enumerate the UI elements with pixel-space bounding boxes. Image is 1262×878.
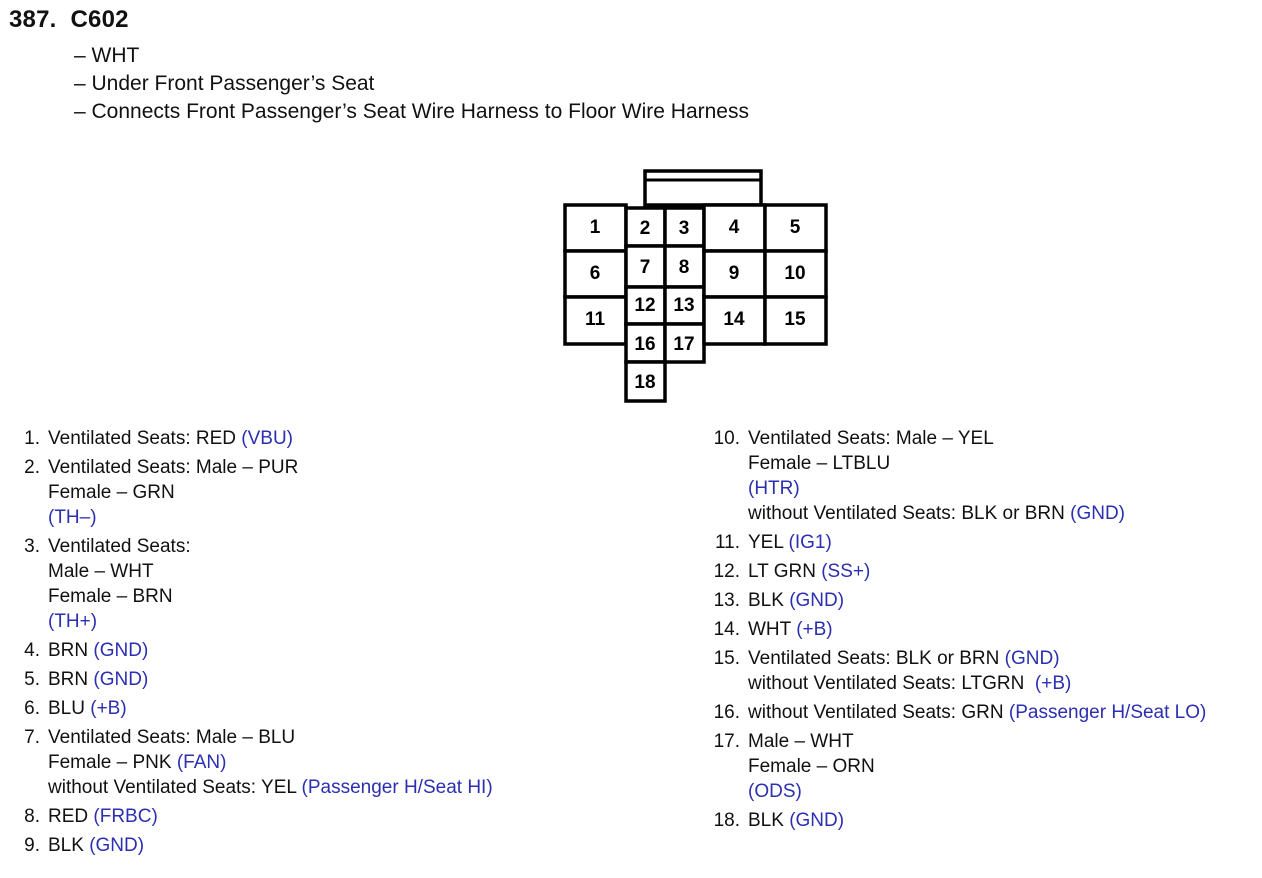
- pin-description: [740, 729, 875, 804]
- signal-name: (SS+): [821, 561, 871, 582]
- wire-info: Female – PNK: [48, 752, 177, 773]
- pin-description-line: [48, 534, 191, 559]
- pin-number: 18.: [713, 810, 740, 831]
- wire-info: Ventilated Seats: BLK or BRN: [748, 648, 1005, 669]
- cavity-label-2: 2: [639, 218, 651, 239]
- pin-number: 16.: [713, 702, 740, 723]
- cavity-label-5: 5: [789, 217, 801, 238]
- signal-name: (GND): [89, 835, 145, 856]
- pin-entry-11: [690, 530, 1206, 555]
- wire-info: LT GRN: [748, 561, 822, 582]
- pin-entry-3: [0, 534, 493, 634]
- pin-description-line: [48, 696, 127, 721]
- pin-number: 7.: [24, 727, 40, 748]
- pin-description-line: [48, 559, 191, 584]
- wire-info: Ventilated Seats: Male – YEL: [748, 428, 994, 449]
- cavity-label-12: 12: [634, 295, 656, 316]
- pin-description: [40, 534, 191, 634]
- wire-info: Female – BRN: [48, 586, 173, 607]
- cavity-label-18: 18: [634, 372, 656, 393]
- pin-description: [740, 700, 1206, 725]
- pin-entry-14: [690, 617, 1206, 642]
- cavity-label-4: 4: [728, 217, 740, 238]
- wire-info: RED: [48, 806, 94, 827]
- pin-description-line: [748, 779, 875, 804]
- signal-name: (HTR): [748, 478, 800, 499]
- pin-entry-15: [690, 646, 1206, 696]
- pin-number: 1.: [24, 428, 40, 449]
- pin-number: 10.: [713, 428, 740, 449]
- cavity-label-16: 16: [634, 334, 656, 355]
- wire-info: Female – LTBLU: [748, 453, 891, 474]
- pin-description: [740, 530, 832, 555]
- connector-face-diagram: [0, 0, 1262, 420]
- pin-description-line: [748, 588, 844, 613]
- wire-info: without Ventilated Seats: GRN: [748, 702, 1009, 723]
- cavity-label-7: 7: [639, 257, 651, 278]
- pin-description-line: [748, 617, 833, 642]
- pin-description-line: [748, 671, 1071, 696]
- pin-description-line: [48, 584, 191, 609]
- pin-description-line: [748, 451, 1125, 476]
- wire-info: BRN: [48, 640, 94, 661]
- pin-description-line: [748, 501, 1125, 526]
- pin-entry-2: [0, 455, 493, 530]
- wire-info: BLK: [748, 590, 790, 611]
- pin-entry-17: [690, 729, 1206, 804]
- pin-description: [40, 833, 144, 858]
- wire-info: Ventilated Seats: Male – PUR: [48, 457, 299, 478]
- pin-description-line: [48, 480, 298, 505]
- pin-description: [40, 725, 493, 800]
- cavity-label-6: 6: [589, 263, 601, 284]
- pin-number: 9.: [24, 835, 40, 856]
- pin-description-line: [748, 426, 1125, 451]
- pin-description-line: [48, 609, 191, 634]
- signal-name: (Passenger H/Seat LO): [1008, 702, 1207, 723]
- pin-description: [740, 559, 870, 584]
- signal-name: (+B): [796, 619, 833, 640]
- wire-info: WHT: [748, 619, 797, 640]
- wire-info: without Ventilated Seats: YEL: [48, 777, 302, 798]
- wire-info: BLK: [48, 835, 90, 856]
- pin-description-line: [48, 804, 158, 829]
- pin-description: [40, 667, 148, 692]
- signal-name: (GND): [93, 640, 149, 661]
- signal-name: (TH–): [48, 507, 97, 528]
- pin-description-line: [748, 530, 832, 555]
- pin-entry-12: [690, 559, 1206, 584]
- pin-description: [740, 426, 1125, 526]
- pin-description-line: [48, 725, 493, 750]
- pin-description-line: [48, 638, 148, 663]
- wire-info: Ventilated Seats: Male – BLU: [48, 727, 296, 748]
- pin-entry-1: [0, 426, 493, 451]
- pin-description: [740, 617, 833, 642]
- pin-description-line: [748, 808, 844, 833]
- pin-entry-18: [690, 808, 1206, 833]
- signal-name: (TH+): [48, 611, 98, 632]
- signal-name: (GND): [1070, 503, 1126, 524]
- wire-info: Ventilated Seats: RED: [48, 428, 242, 449]
- cavity-label-1: 1: [589, 217, 601, 238]
- pin-number: 6.: [24, 698, 40, 719]
- locking-tab: [645, 171, 761, 205]
- wire-info: Male – WHT: [48, 561, 154, 582]
- pin-description-line: [48, 750, 493, 775]
- pin-description: [40, 426, 293, 451]
- connector-location: – Under Front Passenger’s Seat: [74, 72, 375, 95]
- pin-number: 4.: [24, 640, 40, 661]
- pin-description-line: [48, 455, 298, 480]
- pin-number: 2.: [24, 457, 40, 478]
- pin-entry-5: [0, 667, 493, 692]
- wire-info: without Ventilated Seats: LTGRN: [748, 673, 1035, 694]
- pin-description-line: [48, 505, 298, 530]
- cavity-label-8: 8: [678, 257, 690, 278]
- wire-info: Female – ORN: [748, 756, 875, 777]
- signal-name: (IG1): [788, 532, 832, 553]
- pin-description: [740, 588, 844, 613]
- pin-description-line: [48, 775, 493, 800]
- pin-description: [40, 696, 127, 721]
- wire-info: BLU: [48, 698, 91, 719]
- pin-entry-10: [690, 426, 1206, 526]
- signal-name: (+B): [90, 698, 127, 719]
- wire-info: without Ventilated Seats: BLK or BRN: [748, 503, 1071, 524]
- pin-number: 12.: [713, 561, 740, 582]
- cavity-label-3: 3: [678, 218, 690, 239]
- cavity-label-11: 11: [584, 309, 606, 330]
- signal-name: (Passenger H/Seat HI): [301, 777, 493, 798]
- pin-number: 8.: [24, 806, 40, 827]
- cavity-label-14: 14: [723, 309, 745, 330]
- signal-name: (GND): [93, 669, 149, 690]
- pin-entry-7: [0, 725, 493, 800]
- pin-description: [740, 808, 844, 833]
- pin-entry-6: [0, 696, 493, 721]
- pin-description-line: [748, 700, 1206, 725]
- cavity-label-13: 13: [673, 295, 695, 316]
- signal-name: (GND): [789, 810, 845, 831]
- pin-entry-16: [690, 700, 1206, 725]
- pin-description-line: [48, 833, 144, 858]
- signal-name: (VBU): [241, 428, 294, 449]
- pin-entry-9: [0, 833, 493, 858]
- connector-function: – Connects Front Passenger’s Seat Wire Harness to Floor Wire Harness: [74, 100, 749, 123]
- cavity-label-9: 9: [728, 263, 740, 284]
- pin-number: 17.: [713, 731, 740, 752]
- pin-entry-13: [690, 588, 1206, 613]
- pin-list-left: [0, 426, 493, 862]
- wire-info: Ventilated Seats:: [48, 536, 191, 557]
- pin-number: 3.: [24, 536, 40, 557]
- pin-description: [40, 455, 298, 530]
- signal-name: (GND): [1004, 648, 1060, 669]
- signal-name: (ODS): [748, 781, 802, 802]
- pin-description: [40, 638, 148, 663]
- cavity-label-17: 17: [673, 334, 695, 355]
- cavity-label-15: 15: [784, 309, 806, 330]
- pin-number: 5.: [24, 669, 40, 690]
- pin-number: 15.: [713, 648, 740, 669]
- pin-number: 11.: [714, 532, 740, 553]
- wire-info: YEL: [748, 532, 789, 553]
- wire-info: BRN: [48, 669, 94, 690]
- pin-description-line: [48, 667, 148, 692]
- pin-description-line: [748, 729, 875, 754]
- pin-number: 13.: [713, 590, 740, 611]
- wire-info: Female – GRN: [48, 482, 175, 503]
- pin-description: [40, 804, 158, 829]
- wire-info: BLK: [748, 810, 790, 831]
- signal-name: (+B): [1034, 673, 1072, 694]
- pin-description-line: [748, 476, 1125, 501]
- item-number: 387.: [9, 6, 57, 33]
- pin-entry-4: [0, 638, 493, 663]
- pin-description-line: [748, 646, 1071, 671]
- signal-name: (FRBC): [93, 806, 158, 827]
- wire-info: Male – WHT: [748, 731, 854, 752]
- pin-description: [740, 646, 1071, 696]
- pin-number: 14.: [713, 619, 740, 640]
- connector-housing: [565, 171, 826, 401]
- signal-name: (GND): [789, 590, 845, 611]
- signal-name: (FAN): [176, 752, 227, 773]
- pin-entry-8: [0, 804, 493, 829]
- pin-description-line: [748, 754, 875, 779]
- connector-id: C602: [70, 6, 129, 33]
- pin-description-line: [48, 426, 293, 451]
- connector-color: – WHT: [74, 44, 140, 67]
- pin-description-line: [748, 559, 870, 584]
- pin-list-right: [690, 426, 1206, 837]
- cavity-label-10: 10: [784, 263, 806, 284]
